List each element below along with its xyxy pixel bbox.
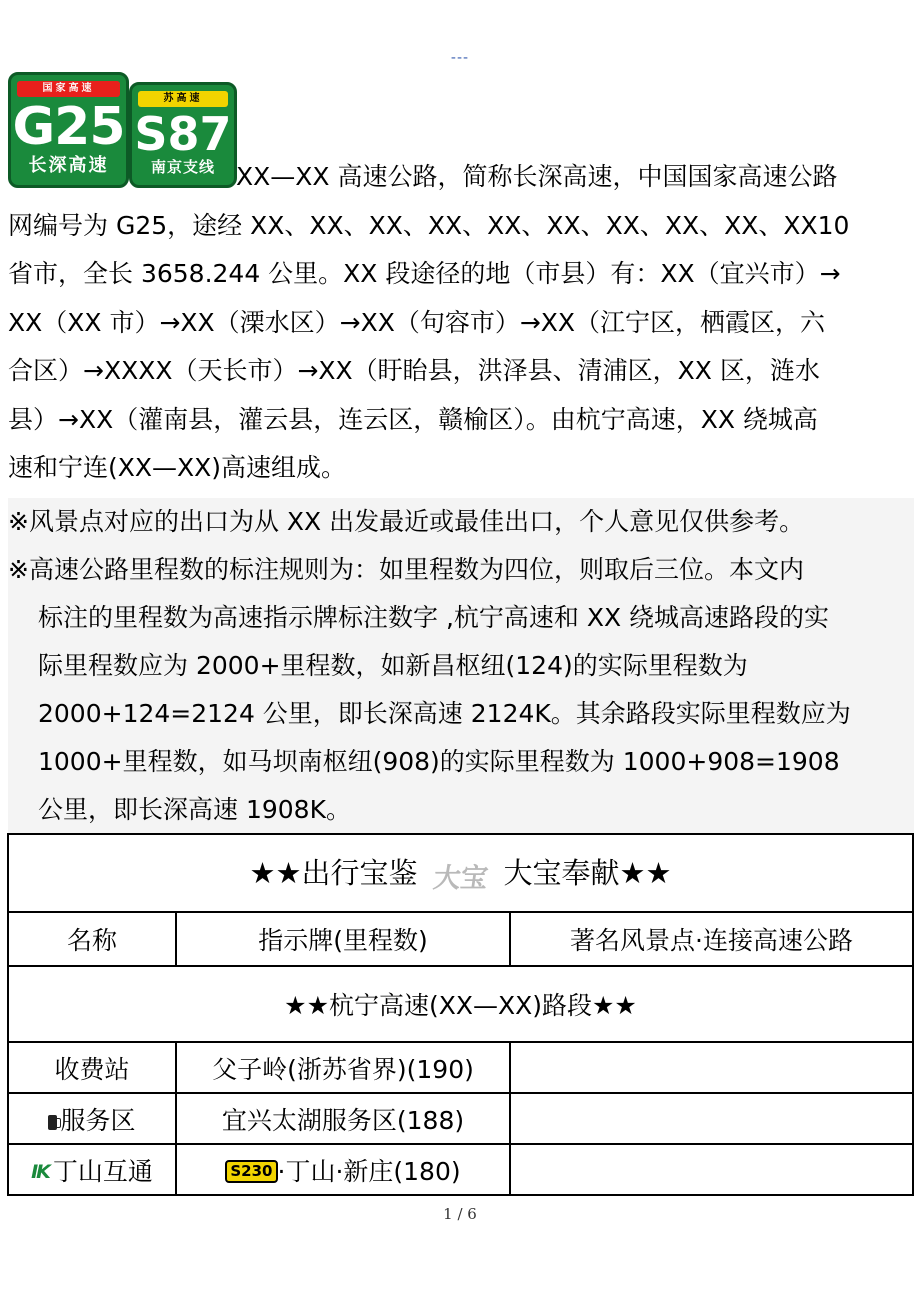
interchange-icon: IK: [31, 1160, 49, 1183]
s230-route-badge: S230: [225, 1160, 277, 1183]
paragraph-line: XX—XX 高速公路，简称长深高速，中国国家高速公路: [236, 162, 838, 191]
row-name-text: 服务区: [60, 1105, 136, 1135]
table-row: [8, 1144, 913, 1195]
note-line: 公里，即长深高速 1908K。: [38, 795, 351, 824]
paragraph-line: 合区）→XXXX（天长市）→XX（盱眙县，洪泽县、清浦区，XX 区，涟水: [8, 356, 820, 385]
header-name: 名称: [8, 912, 176, 966]
row-sign: 父子岭(浙苏省界)(190): [176, 1042, 510, 1093]
row-name-text: 丁山互通: [52, 1156, 153, 1186]
page-number: 1 / 6: [443, 1205, 477, 1223]
row-sign: [176, 1144, 510, 1195]
row-scenic: [510, 1042, 913, 1093]
fuel-pump-icon: [48, 1115, 57, 1130]
note-line: 标注的里程数为高速指示牌标注数字 ,杭宁高速和 XX 绕城高速路段的实: [38, 603, 830, 632]
section-title: ★★杭宁高速(XX—XX)路段★★: [8, 966, 913, 1042]
note-line: ※高速公路里程数的标注规则为：如里程数为四位，则取后三位。本文内: [8, 555, 804, 584]
table-title-row: [8, 834, 913, 912]
row-name: [8, 1144, 176, 1195]
row-scenic: [510, 1093, 913, 1144]
header-scenic: 著名风景点·连接高速公路: [510, 912, 913, 966]
paragraph-line: 网编号为 G25，途经 XX、XX、XX、XX、XX、XX、XX、XX、XX、XX10: [8, 210, 850, 240]
paragraph-line: 速和宁连(XX—XX)高速组成。: [8, 453, 347, 482]
table-header-row: [8, 912, 913, 966]
notes-block: [8, 498, 914, 834]
shield-band: 国家高速: [17, 81, 120, 97]
note-line: 1000+里程数，如马坝南枢纽(908)的实际里程数为 1000+908=1908: [38, 747, 840, 776]
title-left: ★★出行宝鉴: [249, 856, 418, 891]
table-row: [8, 1093, 913, 1144]
note-line: 2000+124=2124 公里，即长深高速 2124K。其余路段实际里程数应为: [38, 699, 851, 728]
intro-paragraph: [8, 153, 914, 493]
table-title: [8, 834, 913, 912]
header-sign: 指示牌(里程数): [176, 912, 510, 966]
dabao-logo: 大宝: [430, 862, 490, 894]
paragraph-line: XX（XX 市）→XX（溧水区）→XX（句容市）→XX（江宁区，栖霞区，六: [8, 307, 826, 337]
shield-number: S87: [134, 107, 232, 161]
row-sign-text: ·丁山·新庄(180): [277, 1156, 461, 1186]
table-row: [8, 1042, 913, 1093]
note-line: 际里程数应为 2000+里程数，如新昌枢纽(124)的实际里程数为: [38, 651, 748, 680]
title-right: 大宝奉献★★: [503, 856, 672, 891]
paragraph-line: 县）→XX（灌南县，灌云县，连云区，赣榆区）。由杭宁高速，XX 绕城高: [8, 404, 818, 434]
exit-table: [7, 833, 914, 1196]
row-name: [8, 1093, 176, 1144]
row-sign: 宜兴太湖服务区(188): [176, 1093, 510, 1144]
row-name: 收费站: [8, 1042, 176, 1093]
paragraph-line: 省市，全长 3658.244 公里。XX 段途径的地（市县）有：XX（宜兴市）→: [8, 259, 841, 288]
note-line: ※风景点对应的出口为从 XX 出发最近或最佳出口，个人意见仅供参考。: [8, 507, 805, 536]
shield-name: 南京支线: [150, 158, 215, 176]
row-scenic: [510, 1144, 913, 1195]
header-mark: ---: [450, 50, 470, 66]
shield-band: 苏高速: [138, 91, 228, 107]
shield-number: G25: [12, 97, 125, 157]
section-row: [8, 966, 913, 1042]
shield-name: 长深高速: [28, 155, 109, 176]
